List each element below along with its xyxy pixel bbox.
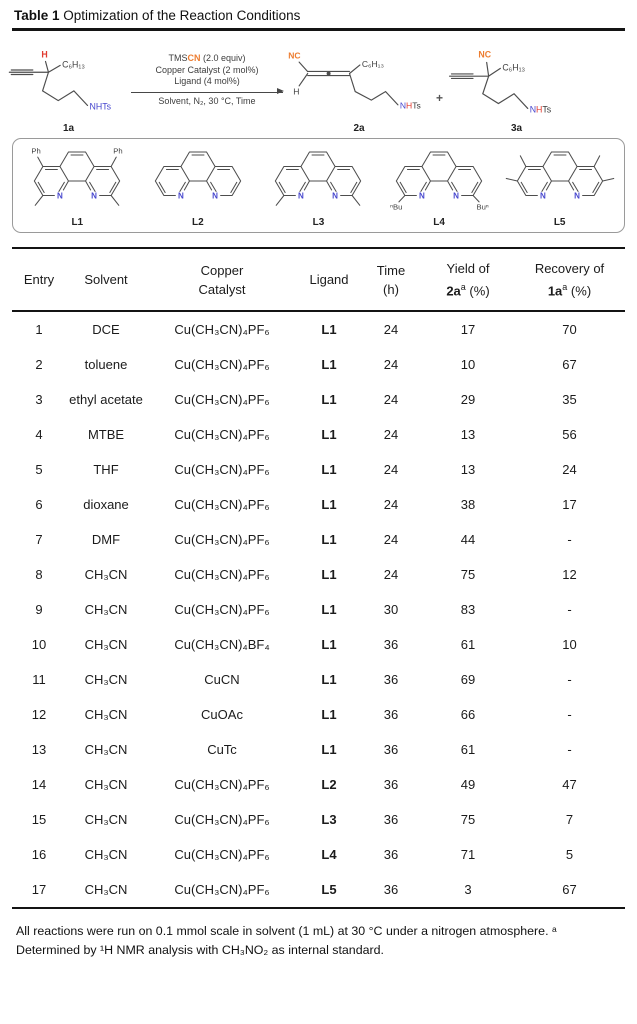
catalyst-cell: Cu(CH₃CN)₄PF₆ — [174, 532, 270, 548]
ligand-L1 — [17, 145, 138, 228]
table-row — [12, 697, 625, 732]
ligand-cell: L1 — [321, 392, 337, 408]
time-cell: 24 — [383, 427, 399, 443]
ligand-cell: L1 — [321, 637, 337, 653]
condition-line-below: Solvent, N₂, 30 °C, Time — [158, 95, 256, 106]
entry-cell: 6 — [35, 497, 43, 513]
time-cell: 24 — [383, 567, 399, 583]
yield-cell: 61 — [460, 637, 476, 653]
catalyst-cell: Cu(CH₃CN)₄PF₆ — [174, 847, 270, 863]
hexyl-label: C₆H₁₃ — [62, 59, 85, 70]
entry-cell: 5 — [35, 462, 43, 478]
table-row — [12, 382, 625, 417]
table-row — [12, 487, 625, 522]
time-cell: 36 — [383, 847, 399, 863]
reaction-arrow — [131, 92, 283, 93]
nhts-label: NHTs — [89, 101, 112, 112]
table-title — [14, 8, 623, 23]
time-cell: 24 — [383, 532, 399, 548]
table-row — [12, 872, 625, 908]
catalyst-cell: Cu(CH₃CN)₄PF₆ — [174, 497, 270, 513]
recovery-cell: 24 — [562, 462, 577, 478]
recovery-cell: 67 — [562, 882, 577, 898]
ligand-cell: L1 — [321, 707, 337, 723]
table-row — [12, 557, 625, 592]
ligand-L5-drawing — [502, 145, 618, 217]
table-row — [12, 662, 625, 697]
time-cell: 30 — [383, 602, 399, 618]
ligand-cell: L1 — [321, 357, 337, 373]
table-row — [12, 311, 625, 347]
table-row — [12, 627, 625, 662]
nitrile-label: NC — [288, 50, 301, 61]
nitrile-label: NC — [478, 49, 492, 60]
column-header: Entry — [12, 248, 66, 311]
solvent-cell: CH₃CN — [84, 847, 128, 863]
phenyl-label: Ph — [31, 146, 42, 156]
recovery-cell: 17 — [562, 497, 577, 513]
ligand-label-L5: L5 — [553, 217, 566, 228]
solvent-cell: THF — [93, 462, 119, 478]
ligand-L2-drawing — [140, 145, 256, 217]
hexyl-label: C₆H₁₃ — [502, 62, 526, 73]
reaction-arrow-block — [131, 53, 283, 107]
catalyst-cell: Cu(CH₃CN)₄PF₆ — [174, 567, 270, 583]
time-cell: 24 — [383, 392, 399, 408]
structure-2a — [283, 39, 435, 134]
header-row — [12, 248, 625, 311]
recovery-cell: 10 — [562, 637, 577, 653]
yield-cell: 66 — [460, 707, 476, 723]
condition-line-1: TMSCN (2.0 equiv) — [168, 53, 246, 63]
table-footnote: All reactions were run on 0.1 mmol scale in solvent (1 mL) at 30 °C under a nitrogen atmosphere. ᵃ Determined by ¹H NMR analysis with CH₃NO₂ as internal standard. — [16, 924, 557, 957]
table-row — [12, 767, 625, 802]
recovery-cell: 5 — [565, 847, 574, 863]
ligand-label-L3: L3 — [312, 217, 325, 228]
ligand-cell: L3 — [321, 812, 337, 828]
solvent-cell: CH₃CN — [84, 777, 128, 793]
recovery-cell: - — [567, 672, 572, 688]
entry-cell: 2 — [35, 357, 43, 373]
catalyst-cell: Cu(CH₃CN)₄BF₄ — [174, 637, 270, 653]
ligand-L2 — [138, 145, 259, 228]
table-row — [12, 837, 625, 872]
column-header: Recovery of $1a^a$ (%) — [514, 248, 625, 311]
recovery-cell: - — [567, 532, 572, 548]
recovery-cell: 47 — [562, 777, 577, 793]
table-title-text: Optimization of the Reaction Conditions — [59, 8, 301, 23]
ligand-cell: L1 — [321, 497, 337, 513]
table-row — [12, 592, 625, 627]
ligand-cell: L4 — [321, 847, 337, 863]
ligand-cell: L1 — [321, 672, 337, 688]
ligand-label-L2: L2 — [192, 217, 204, 228]
ligand-label-L1: L1 — [71, 217, 84, 228]
catalyst-cell: Cu(CH₃CN)₄PF₆ — [174, 357, 270, 373]
yield-cell: 17 — [460, 322, 476, 338]
compound-label-1a: 1a — [62, 123, 75, 134]
yield-cell: 3 — [464, 882, 472, 898]
table-row — [12, 732, 625, 767]
time-cell: 24 — [383, 497, 399, 513]
tmscn-highlight: CN — [187, 53, 201, 63]
time-cell: 24 — [383, 462, 399, 478]
yield-cell: 10 — [460, 357, 476, 373]
solvent-cell: CH₃CN — [84, 742, 128, 758]
recovery-cell: - — [567, 602, 572, 618]
time-cell: 24 — [383, 357, 399, 373]
yield-cell: 75 — [460, 567, 476, 583]
entry-cell: 14 — [31, 777, 47, 793]
yield-cell: 83 — [460, 602, 476, 618]
catalyst-cell: Cu(CH₃CN)₄PF₆ — [174, 602, 270, 618]
time-cell: 36 — [383, 777, 399, 793]
compound-label-2a: 2a — [353, 123, 365, 134]
column-header: Time (h) — [360, 248, 422, 311]
solvent-cell: CH₃CN — [84, 672, 128, 688]
ligand-cell: L1 — [321, 532, 337, 548]
structure-2a-drawing — [283, 39, 435, 127]
recovery-cell: 7 — [565, 812, 574, 828]
entry-cell: 1 — [35, 322, 43, 338]
phenyl-label: Ph — [113, 146, 123, 156]
structure-1a — [6, 39, 131, 134]
ligand-L1-drawing — [19, 145, 135, 217]
recovery-cell: 12 — [562, 567, 577, 583]
ligand-label-L4: L4 — [433, 217, 445, 228]
h-atom-label: H — [41, 49, 48, 60]
entry-cell: 13 — [31, 742, 47, 758]
table-row — [12, 802, 625, 837]
time-cell: 36 — [383, 812, 399, 828]
entry-cell: 15 — [31, 812, 47, 828]
table-row — [12, 452, 625, 487]
time-cell: 36 — [383, 637, 399, 653]
compound-label-3a: 3a — [510, 123, 523, 134]
condition-line-2: Copper Catalyst (2 mol%) — [155, 64, 259, 75]
column-header: Copper Catalyst — [146, 248, 298, 311]
recovery-cell: 70 — [562, 322, 577, 338]
ligand-L3-drawing — [260, 145, 376, 217]
column-header: Solvent — [66, 248, 146, 311]
recovery-cell: - — [567, 742, 572, 758]
ligand-L3 — [258, 145, 379, 228]
yield-cell: 38 — [460, 497, 476, 513]
time-cell: 36 — [383, 672, 399, 688]
structure-3a — [444, 39, 589, 134]
entry-cell: 8 — [35, 567, 43, 583]
catalyst-cell: CuOAc — [201, 707, 243, 723]
solvent-cell: DCE — [92, 322, 120, 338]
catalyst-cell: Cu(CH₃CN)₄PF₆ — [174, 427, 270, 443]
recovery-cell: 67 — [562, 357, 577, 373]
solvent-cell: CH₃CN — [84, 602, 128, 618]
solvent-cell: toluene — [84, 357, 128, 373]
solvent-cell: CH₃CN — [84, 812, 128, 828]
catalyst-cell: Cu(CH₃CN)₄PF₆ — [174, 392, 270, 408]
catalyst-cell: Cu(CH₃CN)₄PF₆ — [174, 882, 270, 898]
recovery-cell: 56 — [562, 427, 577, 443]
ligand-cell: L1 — [321, 742, 337, 758]
entry-cell: 16 — [31, 847, 47, 863]
ligand-box — [12, 138, 625, 233]
solvent-cell: MTBE — [87, 427, 125, 443]
time-cell: 36 — [383, 742, 399, 758]
time-cell: 36 — [383, 707, 399, 723]
entry-cell: 12 — [31, 707, 47, 723]
entry-cell: 7 — [35, 532, 43, 548]
hexyl-label: C₆H₁₃ — [361, 58, 385, 69]
table-row — [12, 347, 625, 382]
yield-cell: 13 — [460, 462, 476, 478]
catalyst-cell: Cu(CH₃CN)₄PF₆ — [174, 462, 270, 478]
title-rule — [12, 28, 625, 31]
condition-line-3: Ligand (4 mol%) — [174, 76, 240, 86]
time-cell: 36 — [383, 882, 399, 898]
catalyst-cell: CuTc — [207, 742, 237, 758]
solvent-cell: CH₃CN — [84, 567, 128, 583]
ligand-L4-drawing — [381, 145, 497, 217]
yield-cell: 71 — [460, 847, 476, 863]
nhts-label: NHTs — [399, 100, 421, 111]
ligand-cell: L5 — [321, 882, 337, 898]
entry-cell: 3 — [35, 392, 43, 408]
catalyst-cell: Cu(CH₃CN)₄PF₆ — [174, 322, 270, 338]
catalyst-cell: Cu(CH₃CN)₄PF₆ — [174, 812, 270, 828]
entry-cell: 4 — [35, 427, 43, 443]
yield-cell: 13 — [460, 427, 476, 443]
structure-3a-drawing — [444, 39, 589, 127]
recovery-cell: - — [567, 707, 572, 723]
time-cell: 24 — [383, 322, 399, 338]
table-row — [12, 417, 625, 452]
solvent-cell: CH₃CN — [84, 882, 128, 898]
solvent-cell: CH₃CN — [84, 707, 128, 723]
solvent-cell: dioxane — [83, 497, 129, 513]
h-atom-label: H — [293, 86, 300, 97]
catalyst-cell: Cu(CH₃CN)₄PF₆ — [174, 777, 270, 793]
solvent-cell: CH₃CN — [84, 637, 128, 653]
ligand-cell: L1 — [321, 462, 337, 478]
table-title-number: Table 1 — [14, 8, 60, 23]
yield-cell: 61 — [460, 742, 476, 758]
entry-cell: 17 — [31, 882, 47, 898]
column-header: Yield of $2a^a$ (%) — [422, 248, 514, 311]
catalyst-cell: CuCN — [204, 672, 240, 688]
reaction-scheme — [6, 39, 631, 134]
solvent-cell: ethyl acetate — [69, 392, 143, 408]
nbutyl-label: Buⁿ — [476, 202, 489, 212]
recovery-cell: 35 — [562, 392, 577, 408]
yield-cell: 69 — [460, 672, 476, 688]
ligand-L4 — [379, 145, 500, 228]
ligand-cell: L2 — [321, 777, 337, 793]
structure-1a-drawing — [6, 39, 131, 127]
entry-cell: 9 — [35, 602, 43, 618]
yield-cell: 44 — [460, 532, 476, 548]
ligand-cell: L1 — [321, 322, 337, 338]
plus-sign: + — [436, 91, 444, 105]
yield-cell: 49 — [460, 777, 476, 793]
entry-cell: 11 — [32, 672, 46, 688]
nhts-label: NHTs — [529, 104, 552, 115]
solvent-cell: DMF — [91, 532, 121, 548]
ligand-cell: L1 — [321, 567, 337, 583]
table-row — [12, 522, 625, 557]
ligand-cell: L1 — [321, 602, 337, 618]
yield-cell: 29 — [460, 392, 476, 408]
optimization-table — [12, 247, 625, 909]
yield-cell: 75 — [460, 812, 476, 828]
ligand-cell: L1 — [321, 427, 337, 443]
entry-cell: 10 — [31, 637, 47, 653]
nbutyl-label: ⁿBu — [390, 202, 403, 212]
ligand-L5 — [499, 145, 620, 228]
column-header: Ligand — [298, 248, 360, 311]
